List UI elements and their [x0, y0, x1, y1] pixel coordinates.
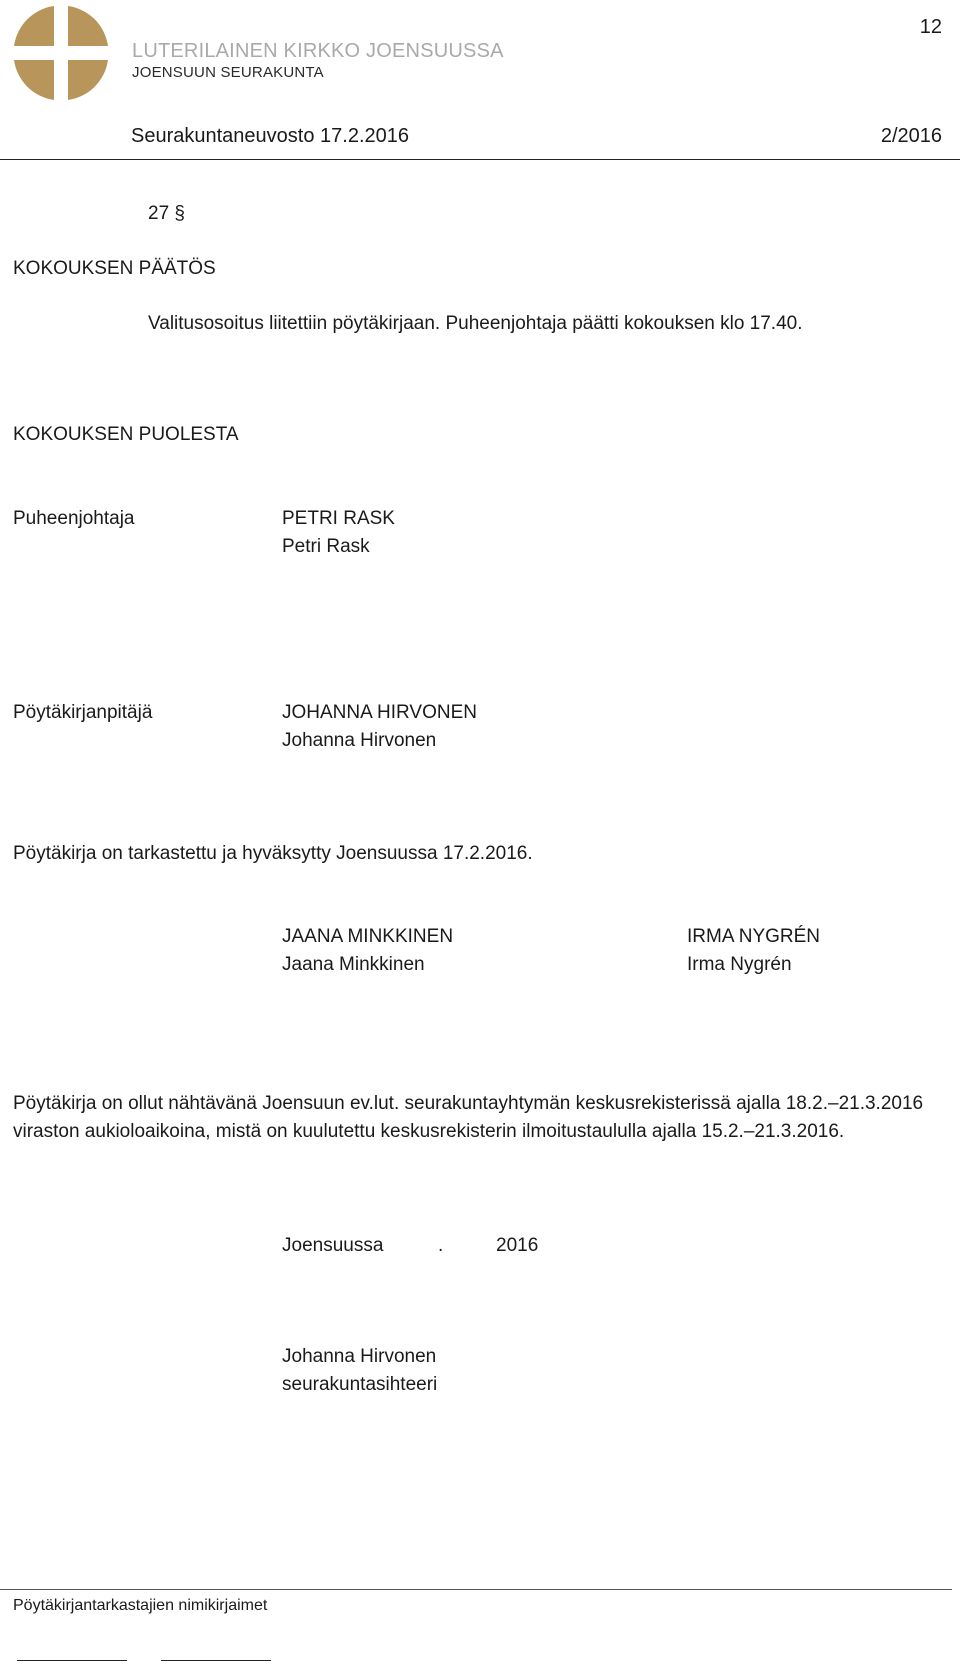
secretary-role: Pöytäkirjanpitäjä — [13, 702, 153, 723]
decision-heading: KOKOUKSEN PÄÄTÖS — [13, 258, 216, 279]
chair-name-caps: PETRI RASK — [282, 508, 395, 529]
place: Joensuussa — [282, 1235, 384, 1256]
checker1-name-caps: JAANA MINKKINEN — [282, 926, 454, 947]
decision-text: Valitusosoitus liitettiin pöytäkirjaan. Puheenjohtaja päätti kokouksen klo 17.40. — [148, 313, 803, 334]
cross-emblem-icon — [14, 6, 108, 100]
signatures-heading: KOKOUKSEN PUOLESTA — [13, 424, 239, 445]
signer-title: seurakuntasihteeri — [282, 1374, 438, 1395]
footer-divider — [0, 1589, 952, 1590]
header-divider — [0, 159, 960, 160]
display-notice: Pöytäkirja on ollut nähtävänä Joensuun ev.lut. seurakuntayhtymän keskusrekisterissä ajalla 18.2.–21.3.2016 viraston aukioloaikoina, mistä on kuulutettu keskusrekisterin ilmoitustaululla ajalla 15.2.–21.3.2016. — [13, 1093, 924, 1142]
signer-name: Johanna Hirvonen — [282, 1346, 437, 1367]
secretary-name: Johanna Hirvonen — [282, 730, 437, 751]
initials-label: Pöytäkirjantarkastajien nimikirjaimet — [13, 1597, 268, 1614]
year: 2016 — [496, 1235, 539, 1256]
chair-role: Puheenjohtaja — [13, 508, 135, 529]
checker1-name: Jaana Minkkinen — [282, 954, 425, 975]
secretary-name-caps: JOHANNA HIRVONEN — [282, 702, 477, 723]
section-number: 27 § — [148, 203, 185, 224]
organization-subtitle: JOENSUUN SEURAKUNTA — [132, 64, 324, 81]
chair-name: Petri Rask — [282, 536, 370, 557]
verification-text: Pöytäkirja on tarkastettu ja hyväksytty Joensuussa 17.2.2016. — [13, 843, 533, 864]
initials-line-1 — [17, 1660, 127, 1661]
initials-line-2 — [161, 1660, 271, 1661]
date-dot: . — [438, 1235, 444, 1256]
meeting-title: Seurakuntaneuvosto 17.2.2016 — [131, 125, 409, 147]
checker2-name: Irma Nygrén — [687, 954, 792, 975]
organization-name: LUTERILAINEN KIRKKO JOENSUUSSA — [132, 40, 504, 62]
page-number: 12 — [919, 16, 942, 38]
issue-number: 2/2016 — [880, 125, 942, 147]
checker2-name-caps: IRMA NYGRÉN — [687, 926, 821, 947]
